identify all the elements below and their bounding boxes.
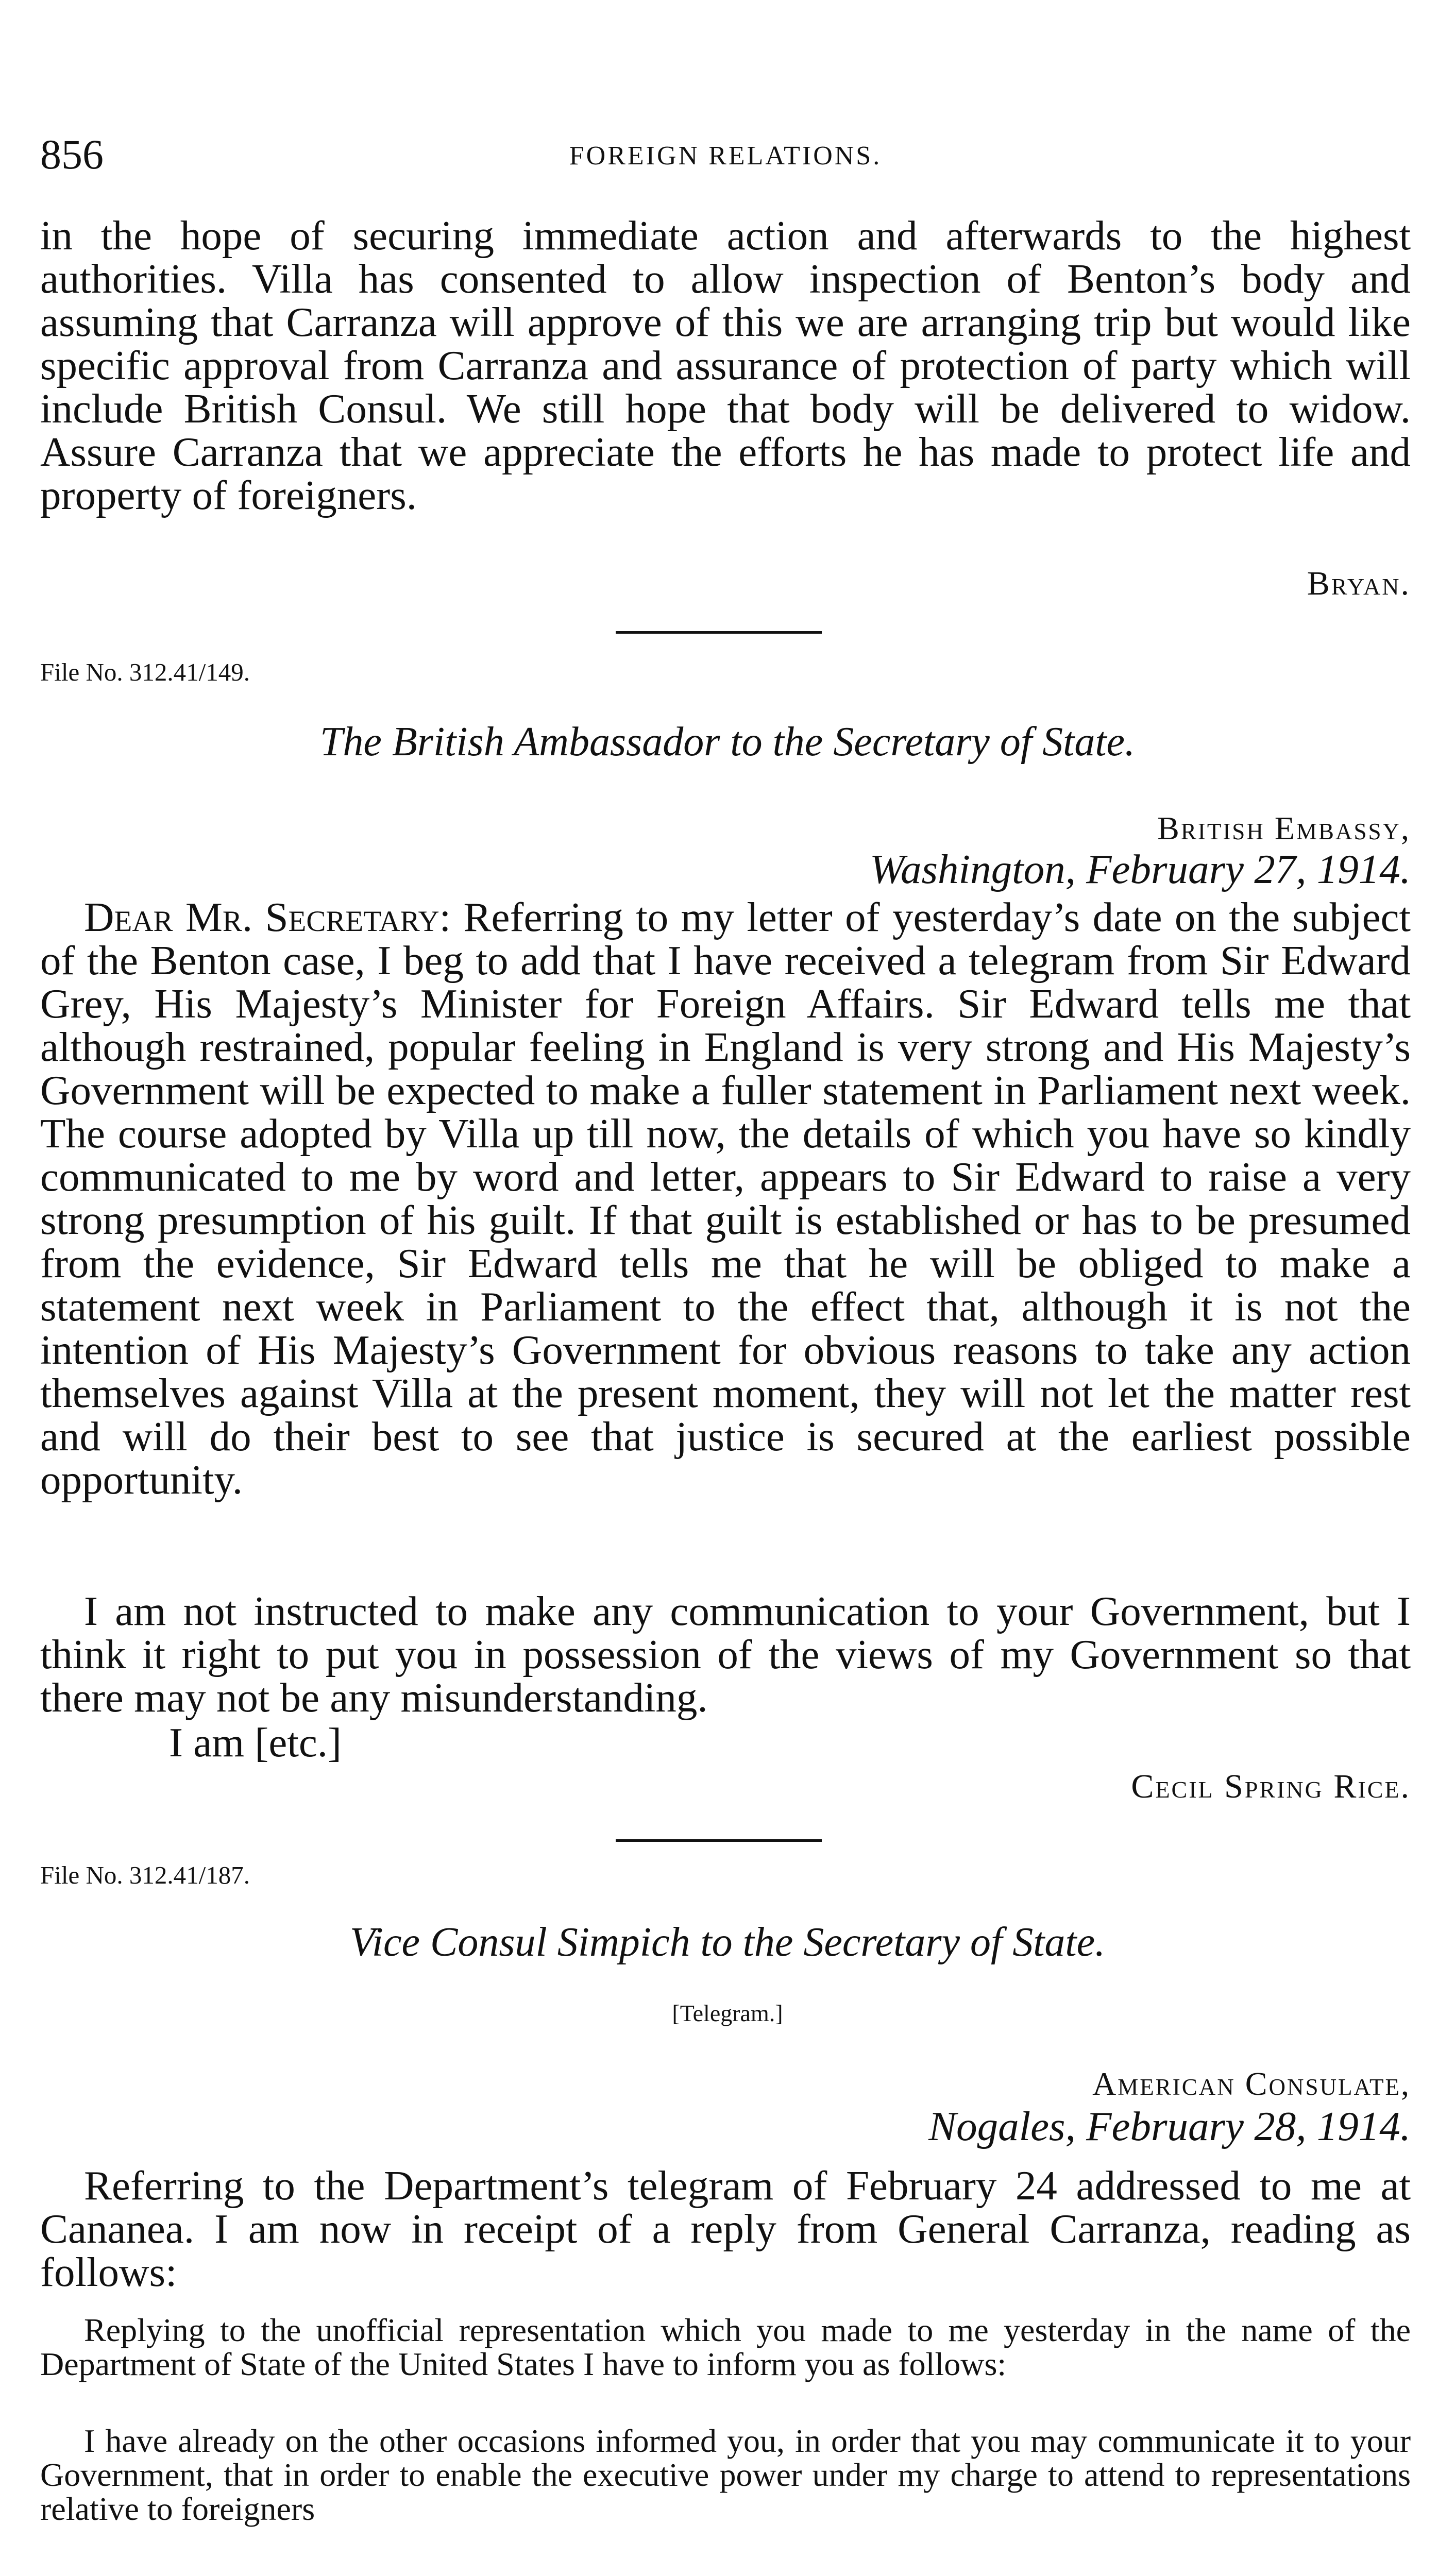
quoted-paragraph-2: I have already on the other occasions informed you, in order that you may communicate it to your Government, that in order to enable the executive power under my charge to attend to representations relative to foreigners (40, 2422, 1411, 2527)
running-head: FOREIGN RELATIONS. (569, 141, 882, 171)
signature-spring-rice: Cecil Spring Rice. (1131, 1768, 1411, 1805)
letter-paragraph-2: I am not instructed to make any communication to your Government, but I think it right to put you in possession of the views of my Government so that there may not be any misunderstanding. (40, 1588, 1411, 1721)
file-number: File No. 312.41/149. (40, 658, 250, 686)
telegram-paragraph-1: Referring to the Department’s telegram of February 24 addressed to me at Cananea. I am now in receipt of a reply from General Carranza, reading as follows: (40, 2162, 1411, 2295)
page-number: 856 (40, 131, 104, 178)
letter-dateline: Washington, February 27, 1914. (870, 846, 1411, 892)
page-header (40, 131, 1411, 178)
telegram-dateline: Nogales, February 28, 1914. (928, 2103, 1411, 2149)
letter-closing: I am [etc.] (169, 1719, 342, 1766)
telegram-place: American Consulate, (1092, 2065, 1411, 2102)
section-divider (616, 1839, 822, 1842)
signature-bryan: Bryan. (1307, 565, 1411, 602)
telegram-tag: [Telegram.] (672, 2000, 783, 2026)
letter-paragraph-1 (40, 895, 1411, 1501)
telegram-title: Vice Consul Simpich to the Secretary of State. (349, 1920, 1106, 1965)
letter-paragraph-1-text: Referring to my letter of yesterday’s date on the subject of the Benton case, I beg to add that I have received a telegram from Sir Edward Grey, His Majesty’s Minister for Foreign Affairs. Sir Edward tells me that although restrained, popular feeling in England is very strong and His Majesty’s Government will be expected to make a fuller statement in Parliament next week. The course adopted by Villa up till now, the details of which you have so kindly communicated to me by word and letter, appears to Sir Edward to raise a very strong presumption of his guilt. If that guilt is established or has to be presumed from the evidence, Sir Edward tells me that he will be obliged to make a statement next week in Parliament to the effect that, although it is not the intention of His Majesty’s Government for obvious reasons to take any action themselves against Villa at the present moment, they will not let the matter rest and will do their best to see that justice is secured at the earliest possible opportunity. (40, 894, 1411, 1503)
section-divider (616, 631, 822, 634)
letter-title: The British Ambassador to the Secretary of State. (319, 719, 1136, 765)
letter-place: British Embassy, (1157, 810, 1411, 846)
quoted-paragraph-1: Replying to the unofficial representation which you made to me yesterday in the name of the Department of State of the United States I have to inform you as follows: (40, 2312, 1411, 2382)
salutation: Dear Mr. Secretary: (84, 894, 451, 940)
file-number: File No. 312.41/187. (40, 1861, 250, 1889)
telegram-body: in the hope of securing immediate action and afterwards to the highest authorities. Villa has consented to allow inspection of Benton’s body and assuming that Carranza will approve of this we are arranging trip but would like specific approval from Carranza and assurance of protection of party which will include British Consul. We still hope that body will be delivered to widow. Assure Carranza that we appreciate the efforts he has made to protect life and property of foreigners. (40, 212, 1411, 518)
